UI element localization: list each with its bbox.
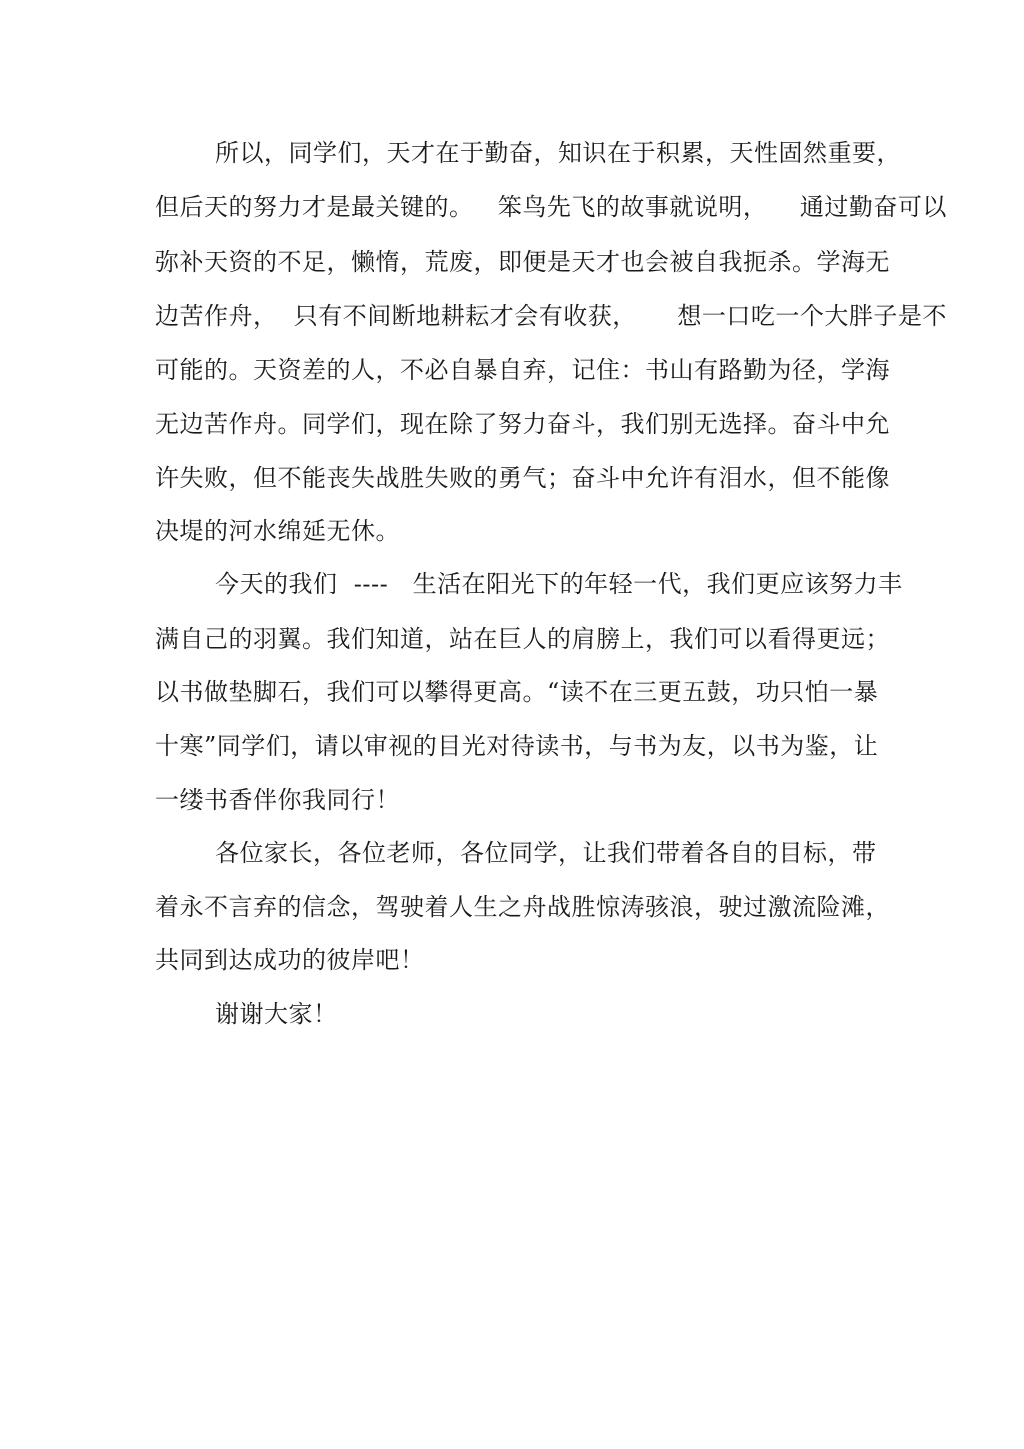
- paragraph-2-line-2: 满自己的羽翼。我们知道，站在巨人的肩膀上，我们可以看得更远；: [155, 625, 890, 653]
- paragraph-2-line-5: 一缕书香伴你我同行！: [155, 786, 400, 814]
- paragraph-3-line-2: 着永不言弃的信念，驾驶着人生之舟战胜惊涛骇浪，驶过激流险滩，: [155, 893, 890, 921]
- paragraph-1-line-8: 决堤的河水绵延无休。: [155, 517, 400, 545]
- paragraph-1-line-3: 弥补天资的不足，懒惰，荒废，即便是天才也会被自我扼杀。学海无: [155, 248, 890, 276]
- paragraph-3-line-1: 各位家长，各位老师，各位同学，让我们带着各自的目标，带: [215, 839, 877, 867]
- paragraph-3-line-3: 共同到达成功的彼岸吧！: [155, 946, 425, 974]
- paragraph-1-line-4: 边苦作舟， 只有不间断地耕耘才会有收获， 想一口吃一个大胖子是不: [155, 302, 947, 330]
- paragraph-1-line-5: 可能的。天资差的人，不必自暴自弃，记住：书山有路勤为径，学海: [155, 356, 890, 384]
- paragraph-1-line-7: 许失败，但不能丧失战胜失败的勇气；奋斗中允许有泪水，但不能像: [155, 464, 890, 492]
- paragraph-2-line-4: 十寒”同学们，请以审视的目光对待读书，与书为友，以书为鉴，让: [155, 732, 879, 760]
- paragraph-1-line-1: 所以，同学们，天才在于勤奋，知识在于积累，天性固然重要，: [215, 139, 901, 167]
- paragraph-2-line-1: 今天的我们 ---- 生活在阳光下的年轻一代，我们更应该努力丰: [215, 570, 903, 598]
- paragraph-2-line-3: 以书做垫脚石，我们可以攀得更高。“读不在三更五鼓，功只怕一暴: [155, 678, 879, 706]
- closing-line: 谢谢大家！: [215, 1000, 338, 1028]
- paragraph-1-line-2: 但后天的努力才是最关键的。 笨鸟先飞的故事就说明， 通过勤奋可以: [155, 193, 947, 221]
- paragraph-1-line-6: 无边苦作舟。同学们，现在除了努力奋斗，我们别无选择。奋斗中允: [155, 410, 890, 438]
